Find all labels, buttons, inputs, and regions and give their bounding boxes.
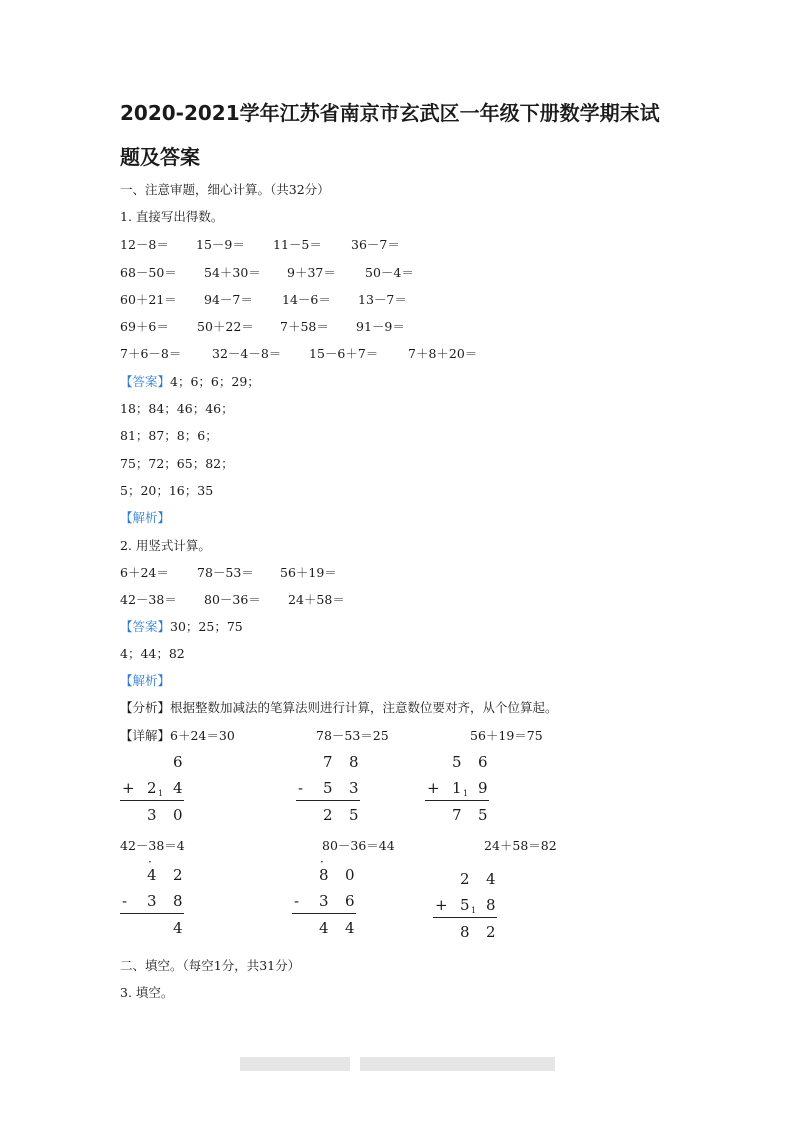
result-ones-digit: 2 [486, 923, 496, 941]
top-tens-digit: 8 [319, 866, 329, 884]
q2-detail-eq-1: 【详解】6＋24＝30 [120, 728, 235, 743]
bottom-tens-digit: 5 [323, 779, 333, 797]
top-ones-digit: 8 [349, 753, 359, 771]
exercise-item: 68－50＝ [120, 265, 177, 280]
q3-label: 3. 填空。 [120, 985, 174, 1000]
sum-line [120, 913, 184, 914]
exercise-item: 78－53＝ [197, 565, 254, 580]
result-tens-digit: 7 [452, 806, 462, 824]
q2-answer-line-2: 4；44；82 [120, 646, 185, 661]
exercise-item: 36－7＝ [351, 237, 400, 252]
bottom-tens-digit: 5 [460, 896, 470, 914]
operator-sign: - [294, 892, 300, 910]
top-tens-digit: 2 [460, 870, 470, 888]
exercise-item: 42－38＝ [120, 592, 177, 607]
q1-answer-line-3: 81；87；8；6； [120, 428, 218, 443]
exercise-item: 69＋6＝ [120, 319, 169, 334]
exercise-item: 7＋58＝ [280, 319, 329, 334]
operator-sign: - [298, 779, 304, 797]
fenxi-tag: 【分析】 [120, 700, 171, 715]
top-tens-digit: 4 [147, 866, 157, 884]
sum-line [425, 800, 489, 801]
exercise-item: 9＋37＝ [287, 265, 336, 280]
exercise-item: 15－9＝ [196, 237, 245, 252]
exercise-item: 56＋19＝ [280, 565, 337, 580]
exercise-item: 60＋21＝ [120, 292, 177, 307]
bottom-tens-digit: 2 [147, 779, 157, 797]
exercise-item: 24＋58＝ [288, 592, 345, 607]
result-tens-digit: 4 [319, 919, 329, 937]
q1-analysis-tag: 【解析】 [120, 510, 171, 525]
sum-line [120, 800, 184, 801]
carry-mark: 1 [471, 906, 477, 915]
top-tens-digit: 7 [323, 753, 333, 771]
result-ones-digit: 0 [173, 806, 183, 824]
bottom-tens-digit: 3 [147, 892, 157, 910]
q2-analysis-tag: 【解析】 [120, 673, 171, 688]
page-title-line1: 2020-2021学年江苏省南京市玄武区一年级下册数学期末试 [120, 101, 660, 125]
section2-heading: 二、填空。（每空1分，共31分） [120, 958, 301, 973]
exercise-item: 91－9＝ [356, 319, 405, 334]
carry-mark: 1 [463, 789, 469, 798]
result-ones-digit: 4 [173, 919, 183, 937]
result-tens-digit: 8 [460, 923, 470, 941]
sum-line [292, 913, 356, 914]
q1-answer-line-4: 75；72；65；82； [120, 456, 234, 471]
sum-line [296, 800, 360, 801]
q2-answer-line-1: 【答案】30；25；75 [120, 619, 243, 634]
result-ones-digit: 4 [345, 919, 355, 937]
q1-answer-line-1: 【答案】4；6；6；29； [120, 374, 260, 389]
sum-line [433, 917, 497, 918]
top-ones-digit: 6 [478, 753, 488, 771]
operator-sign: + [427, 779, 440, 797]
section1-heading: 一、注意审题，细心计算。（共32分） [120, 182, 330, 197]
exercise-item: 7＋8＋20＝ [408, 346, 478, 361]
exercise-item: 6＋24＝ [120, 565, 169, 580]
q2-detail-eq-4: 42－38＝4 [120, 838, 185, 853]
exercise-item: 7＋6－8＝ [120, 346, 182, 361]
exercise-item: 14－6＝ [282, 292, 331, 307]
bottom-ones-digit: 9 [478, 779, 488, 797]
result-tens-digit: 3 [147, 806, 157, 824]
top-ones-digit: 6 [173, 753, 183, 771]
operator-sign: - [122, 892, 128, 910]
exercise-item: 50＋22＝ [197, 319, 254, 334]
answer-tag: 【答案】 [120, 374, 171, 389]
bottom-tens-digit: 3 [319, 892, 329, 910]
q1-answer-line-5: 5；20；16；35 [120, 483, 214, 498]
operator-sign: + [435, 896, 448, 914]
result-tens-digit: 2 [323, 806, 333, 824]
bottom-ones-digit: 6 [345, 892, 355, 910]
q2-detail-eq-3: 56＋19＝75 [470, 728, 543, 743]
exercise-item: 11－5＝ [273, 237, 322, 252]
exercise-item: 32－4－8＝ [212, 346, 282, 361]
top-ones-digit: 4 [486, 870, 496, 888]
exercise-item: 13－7＝ [358, 292, 407, 307]
exercise-item: 15－6＋7＝ [309, 346, 379, 361]
exercise-item: 94－7＝ [204, 292, 253, 307]
operator-sign: + [122, 779, 135, 797]
exercise-item: 12－8＝ [120, 237, 169, 252]
result-ones-digit: 5 [349, 806, 359, 824]
q2-label: 2. 用竖式计算。 [120, 538, 211, 553]
bottom-ones-digit: 8 [486, 896, 496, 914]
detail-tag: 【详解】 [120, 728, 171, 743]
bottom-ones-digit: 3 [349, 779, 359, 797]
bottom-ones-digit: 8 [173, 892, 183, 910]
result-ones-digit: 5 [478, 806, 488, 824]
q2-detail-eq-6: 24＋58＝82 [484, 838, 557, 853]
q2-fenxi [120, 698, 558, 716]
borrow-dot: · [148, 855, 152, 869]
exercise-item: 80－36＝ [204, 592, 261, 607]
q2-detail-eq-5: 80－36＝44 [322, 838, 395, 853]
exercise-item: 54＋30＝ [204, 265, 261, 280]
bottom-tens-digit: 1 [452, 779, 462, 797]
exercise-item: 50－4＝ [365, 265, 414, 280]
page-title-line2: 题及答案 [120, 145, 200, 169]
answer-tag: 【答案】 [120, 619, 171, 634]
top-ones-digit: 0 [345, 866, 355, 884]
bottom-ones-digit: 4 [173, 779, 183, 797]
carry-mark: 1 [158, 789, 164, 798]
q1-label: 1. 直接写出得数。 [120, 209, 224, 224]
q1-answer-line-2: 18；84；46；46； [120, 401, 234, 416]
borrow-dot: · [320, 855, 324, 869]
fenxi-text: 根据整数加减法的笔算法则进行计算，注意数位要对齐，从个位算起。 [170, 700, 558, 715]
top-ones-digit: 2 [173, 866, 183, 884]
top-tens-digit: 5 [452, 753, 462, 771]
q2-detail-eq-2: 78－53＝25 [316, 728, 389, 743]
